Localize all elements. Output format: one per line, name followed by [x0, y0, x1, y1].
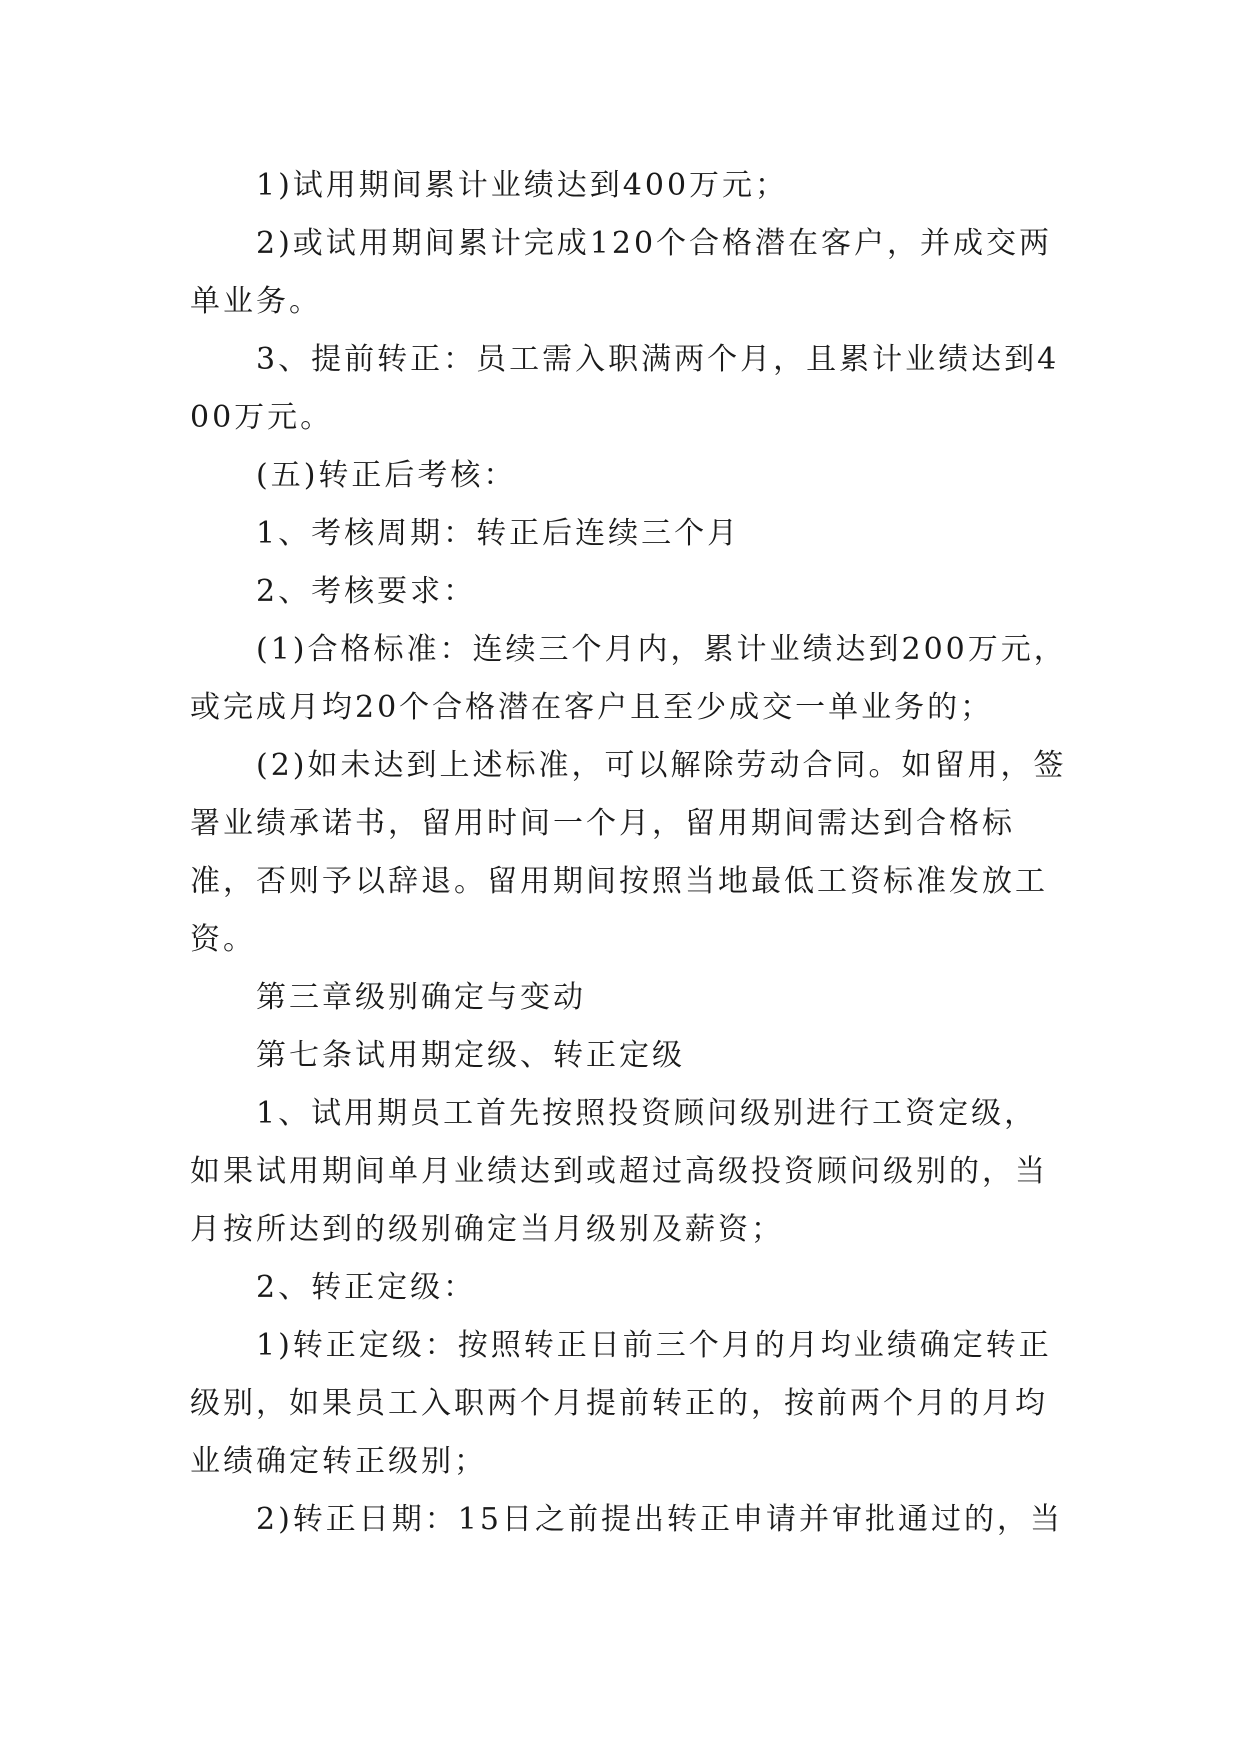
paragraph-trial-leads-target: 2)或试用期间累计完成120个合格潜在客户，并成交两单业务。 — [190, 226, 1053, 319]
document-body — [190, 157, 1070, 1549]
paragraph-trial-grading: 1、试用期员工首先按照投资顾问级别进行工资定级，如果试用期间单月业绩达到或超过高级投资顾问级别的，当月按所达到的级别确定当月级别及薪资； — [190, 1096, 1048, 1247]
paragraph-regularization-grading: 2、转正定级： — [256, 1270, 477, 1305]
article-heading: 第七条试用期定级、转正定级 — [256, 1038, 685, 1073]
paragraph-early-regularization: 3、提前转正：员工需入职满两个月，且累计业绩达到400万元。 — [190, 342, 1060, 435]
paragraph-trial-performance-target: 1)试用期间累计业绩达到400万元； — [256, 168, 789, 203]
paragraph-review-period: 1、考核周期：转正后连续三个月 — [256, 516, 741, 551]
paragraph-failure-handling: (2)如未达到上述标准，可以解除劳动合同。如留用，签署业绩承诺书，留用时间一个月，留用期间需达到合格标准，否则予以辞退。留用期间按照当地最低工资标准发放工资。 — [190, 748, 1067, 957]
chapter-heading: 第三章级别确定与变动 — [256, 980, 586, 1015]
paragraph-regularization-grade-rule: 1)转正定级：按照转正日前三个月的月均业绩确定转正级别，如果员工入职两个月提前转正的，按前两个月的月均业绩确定转正级别； — [190, 1328, 1052, 1479]
paragraph-regularization-date: 2)转正日期：15日之前提出转正申请并审批通过的，当 — [256, 1502, 1063, 1537]
paragraph-qualification-standard: (1)合格标准：连续三个月内，累计业绩达到200万元，或完成月均20个合格潜在客户且至少成交一单业务的； — [190, 632, 1067, 725]
paragraph-review-requirements: 2、考核要求： — [256, 574, 477, 609]
section-heading-post-regularization-review: (五)转正后考核： — [256, 458, 517, 493]
